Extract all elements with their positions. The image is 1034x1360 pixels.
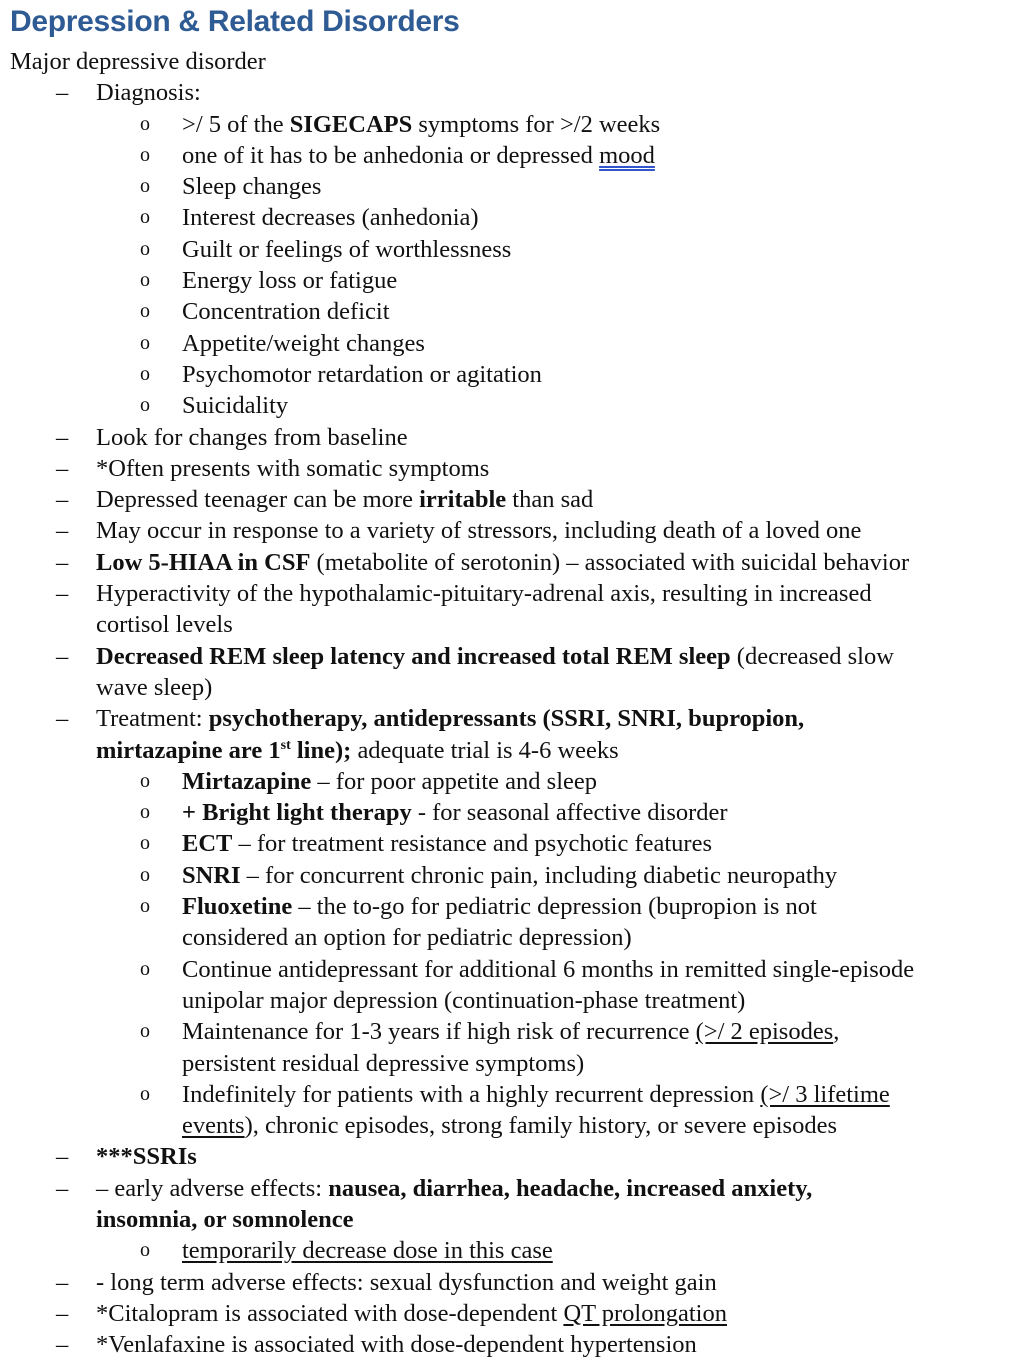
circle-bullet-icon: o: [140, 175, 150, 198]
list-item: [0, 703, 1034, 734]
item-text: [182, 985, 745, 1016]
dash-bullet-icon: –: [56, 1174, 69, 1202]
circle-bullet-icon: o: [140, 895, 150, 918]
item-text: [182, 202, 479, 233]
text-segment: Major depressive disorder: [10, 48, 266, 75]
text-segment: – for poor appetite and sleep: [311, 767, 598, 795]
item-text: [96, 1204, 354, 1235]
text-segment: Suicidality: [182, 392, 289, 420]
dash-bullet-icon: –: [56, 642, 69, 670]
text-segment: unipolar major depression (continuation-phase treatment): [182, 986, 746, 1014]
dash-bullet-icon: –: [56, 454, 69, 482]
list-item-continuation: [0, 1048, 1034, 1079]
text-segment: ), chronic episodes, strong family history, or severe episodes: [244, 1112, 837, 1140]
item-text: [182, 797, 728, 828]
list-item-continuation: [0, 1110, 1034, 1141]
list-item-continuation: [0, 609, 1034, 640]
text-segment: *Venlafaxine is associated with dose-dependent hypertension: [96, 1331, 697, 1359]
text-segment: Continue antidepressant for additional 6 months in remitted single-episode: [182, 955, 915, 983]
item-text: [96, 1298, 727, 1329]
item-text: [182, 891, 817, 922]
list-item: [0, 109, 1034, 140]
bold-text: mirtazapine are 1: [96, 736, 281, 764]
text-segment: >/ 5 of the: [182, 110, 290, 138]
underlined-text: events: [182, 1112, 245, 1140]
item-text: [96, 1141, 197, 1172]
text-segment: (decreased slow: [730, 642, 894, 670]
bold-text: insomnia, or somnolence: [96, 1205, 354, 1233]
text-segment: Look for changes from baseline: [96, 423, 408, 451]
list-item-continuation: [0, 922, 1034, 953]
text-segment: – for concurrent chronic pain, including diabetic neuropathy: [240, 861, 838, 889]
dash-bullet-icon: –: [56, 548, 69, 576]
text-segment: Diagnosis:: [96, 79, 201, 107]
item-text: [182, 766, 597, 797]
text-segment: - for seasonal affective disorder: [411, 799, 728, 827]
item-text: [96, 641, 894, 672]
text-segment: mood: [599, 141, 655, 169]
bold-text: Mirtazapine: [182, 767, 312, 795]
document-body: [0, 46, 1034, 1360]
list-item: [0, 891, 1034, 922]
text-segment: one of it has to be anhedonia or depressed: [182, 141, 600, 169]
item-text: [182, 954, 914, 985]
item-text: [10, 46, 266, 77]
underlined-text: (>/ 2 episodes: [695, 1018, 834, 1046]
circle-bullet-icon: o: [140, 957, 150, 980]
list-item: [0, 1141, 1034, 1172]
dash-bullet-icon: –: [56, 1299, 69, 1327]
list-item: [0, 1079, 1034, 1110]
item-text: [182, 1048, 584, 1079]
circle-bullet-icon: o: [140, 362, 150, 385]
text-segment: wave sleep): [96, 673, 213, 701]
underlined-text: QT prolongation: [563, 1299, 727, 1327]
list-item: [0, 234, 1034, 265]
bold-text: ***SSRIs: [96, 1143, 197, 1171]
item-text: [182, 1079, 890, 1110]
list-item: [0, 954, 1034, 985]
item-text: [182, 1110, 837, 1141]
text-segment: than sad: [506, 486, 594, 514]
item-text: [96, 422, 408, 453]
text-segment: Concentration deficit: [182, 298, 390, 326]
circle-bullet-icon: o: [140, 331, 150, 354]
bold-text: nausea, diarrhea, headache, increased anxiety,: [328, 1174, 813, 1202]
text-segment: Sleep changes: [182, 173, 322, 201]
item-text: [182, 860, 837, 891]
list-item: [0, 578, 1034, 609]
item-text: [182, 109, 660, 140]
circle-bullet-icon: o: [140, 863, 150, 886]
text-segment: Depressed teenager can be more: [96, 486, 420, 514]
text-segment: Hyperactivity of the hypothalamic-pituitary-adrenal axis, resulting in increased: [96, 580, 872, 608]
dash-bullet-icon: –: [56, 705, 69, 733]
item-text: [182, 140, 655, 171]
list-item-continuation: [0, 1204, 1034, 1235]
dash-bullet-icon: –: [56, 517, 69, 545]
circle-bullet-icon: o: [140, 832, 150, 855]
bold-text: st: [280, 737, 291, 753]
list-item: [0, 797, 1034, 828]
list-item: [0, 515, 1034, 546]
item-text: [182, 234, 511, 265]
item-text: [182, 265, 397, 296]
list-item: [0, 547, 1034, 578]
list-item: [0, 641, 1034, 672]
list-item: [0, 1235, 1034, 1266]
list-item-continuation: [0, 672, 1034, 703]
dash-bullet-icon: –: [56, 486, 69, 514]
item-text: [96, 1173, 812, 1204]
text-segment: *Citalopram is associated with dose-dependent: [96, 1299, 564, 1327]
list-item: [0, 390, 1034, 421]
item-text: [182, 171, 321, 202]
dash-bullet-icon: –: [56, 1143, 69, 1171]
circle-bullet-icon: o: [140, 1020, 150, 1043]
list-item-continuation: [0, 735, 1034, 766]
list-item: [0, 1173, 1034, 1204]
document-title: Depression & Related Disorders: [10, 5, 460, 38]
item-text: [96, 578, 872, 609]
list-item-continuation: [0, 985, 1034, 1016]
item-text: [182, 390, 288, 421]
list-item: [0, 77, 1034, 108]
circle-bullet-icon: o: [140, 206, 150, 229]
item-text: [96, 672, 212, 703]
list-item: [0, 140, 1034, 171]
bold-text: Fluoxetine: [182, 893, 293, 921]
circle-bullet-icon: o: [140, 801, 150, 824]
heading-line: [0, 46, 1034, 77]
bold-text: SNRI: [182, 861, 241, 889]
text-segment: cortisol levels: [96, 611, 233, 639]
text-segment: *Often presents with somatic symptoms: [96, 454, 490, 482]
text-segment: Psychomotor retardation or agitation: [182, 360, 542, 388]
item-text: [96, 77, 201, 108]
bold-text: Decreased REM sleep latency and increased total REM sleep: [96, 642, 731, 670]
text-segment: Guilt or feelings of worthlessness: [182, 235, 512, 263]
item-text: [96, 609, 233, 640]
list-item: [0, 422, 1034, 453]
item-text: [182, 828, 712, 859]
bold-text: + Bright light therapy: [182, 799, 412, 827]
text-segment: (metabolite of serotonin) – associated with suicidal behavior: [310, 548, 910, 576]
bold-text: Low 5-HIAA in CSF: [96, 548, 311, 576]
text-segment: symptoms for >/2 weeks: [412, 110, 661, 138]
item-text: [96, 547, 909, 578]
dash-bullet-icon: –: [56, 79, 69, 107]
circle-bullet-icon: o: [140, 237, 150, 260]
item-text: [96, 1267, 717, 1298]
item-text: [96, 515, 861, 546]
circle-bullet-icon: o: [140, 394, 150, 417]
text-segment: persistent residual depressive symptoms): [182, 1049, 585, 1077]
text-segment: Energy loss or fatigue: [182, 267, 398, 295]
list-item: [0, 484, 1034, 515]
dash-bullet-icon: –: [56, 1331, 69, 1359]
list-item: [0, 1016, 1034, 1047]
text-segment: adequate trial is 4-6 weeks: [351, 736, 619, 764]
list-item: [0, 828, 1034, 859]
text-segment: – early adverse effects:: [96, 1174, 329, 1202]
text-segment: – the to-go for pediatric depression (bupropion is not: [292, 893, 817, 921]
item-text: [96, 484, 593, 515]
dash-bullet-icon: –: [56, 423, 69, 451]
circle-bullet-icon: o: [140, 769, 150, 792]
text-segment: – for treatment resistance and psychotic features: [232, 830, 712, 858]
item-text: [182, 1016, 839, 1047]
dash-bullet-icon: –: [56, 1268, 69, 1296]
circle-bullet-icon: o: [140, 1082, 150, 1105]
item-text: [182, 328, 425, 359]
item-text: [182, 296, 390, 327]
text-segment: ,: [833, 1018, 840, 1046]
text-segment: Indefinitely for patients with a highly recurrent depression: [182, 1080, 761, 1108]
text-segment: - long term adverse effects: sexual dysfunction and weight gain: [96, 1268, 717, 1296]
item-text: [182, 1235, 553, 1266]
list-item: [0, 296, 1034, 327]
item-text: [96, 735, 619, 766]
list-item: [0, 359, 1034, 390]
list-item: [0, 766, 1034, 797]
text-segment: Treatment:: [96, 705, 209, 733]
list-item: [0, 1298, 1034, 1329]
dash-bullet-icon: –: [56, 580, 69, 608]
list-item: [0, 453, 1034, 484]
item-text: [96, 1329, 697, 1360]
list-item: [0, 171, 1034, 202]
circle-bullet-icon: o: [140, 300, 150, 323]
circle-bullet-icon: o: [140, 143, 150, 166]
list-item: [0, 1329, 1034, 1360]
bold-text: SIGECAPS: [289, 110, 413, 138]
text-segment: Appetite/weight changes: [182, 329, 425, 357]
item-text: [182, 359, 542, 390]
underlined-text: temporarily decrease dose in this case: [182, 1237, 553, 1265]
list-item: [0, 328, 1034, 359]
text-segment: May occur in response to a variety of stressors, including death of a loved one: [96, 517, 862, 545]
underlined-text: (>/ 3 lifetime: [760, 1080, 890, 1108]
circle-bullet-icon: o: [140, 1239, 150, 1262]
item-text: [96, 453, 489, 484]
bold-text: psychotherapy, antidepressants (SSRI, SNRI, bupropion,: [208, 705, 805, 733]
list-item: [0, 860, 1034, 891]
list-item: [0, 1267, 1034, 1298]
circle-bullet-icon: o: [140, 269, 150, 292]
list-item: [0, 265, 1034, 296]
circle-bullet-icon: o: [140, 112, 150, 135]
bold-text: irritable: [419, 486, 507, 514]
item-text: [96, 703, 804, 734]
bold-text: line);: [290, 736, 352, 764]
text-segment: Interest decreases (anhedonia): [182, 204, 479, 232]
list-item: [0, 202, 1034, 233]
bold-text: ECT: [182, 830, 233, 858]
item-text: [182, 922, 632, 953]
text-segment: considered an option for pediatric depression): [182, 924, 632, 952]
text-segment: Maintenance for 1-3 years if high risk of recurrence: [182, 1018, 696, 1046]
